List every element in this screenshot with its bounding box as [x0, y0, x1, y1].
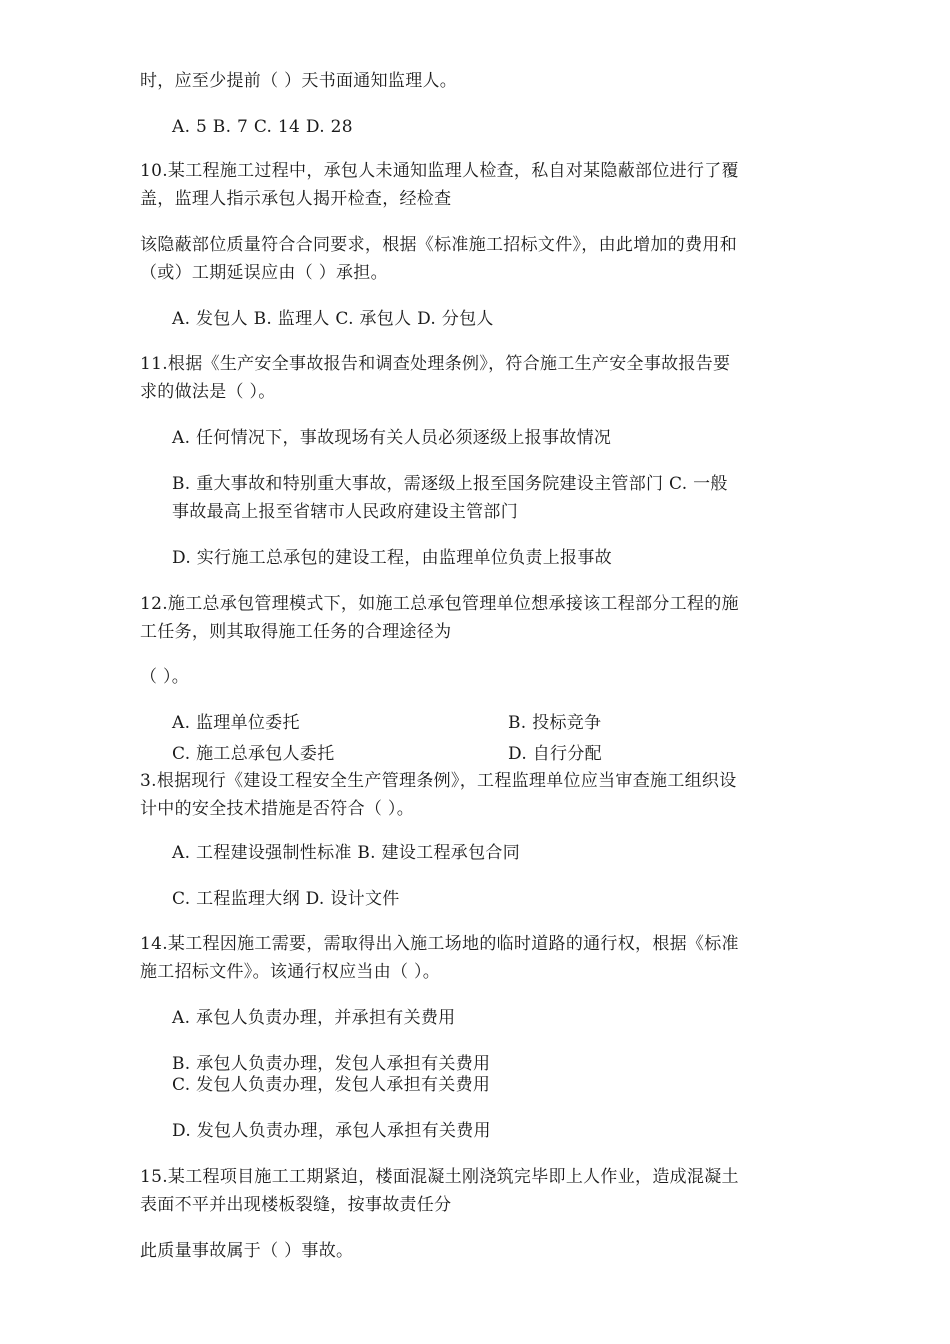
question-12-stem-line3: （ ）。 — [140, 667, 190, 687]
question-12-option-c: C. 施工总承包人委托 — [172, 744, 335, 764]
question-15-stem: 15.某工程项目施工工期紧迫，楼面混凝土刚浇筑完毕即上人作业，造成混凝土 — [140, 1167, 739, 1187]
question-10-options: A. 发包人 B. 监理人 C. 承包人 D. 分包人 — [172, 309, 494, 329]
question-14-option-d: D. 发包人负责办理，承包人承担有关费用 — [172, 1121, 491, 1141]
question-11-option-a: A. 任何情况下，事故现场有关人员必须逐级上报事故情况 — [172, 428, 612, 448]
question-12-stem: 12.施工总承包管理模式下，如施工总承包管理单位想承接该工程部分工程的施 — [140, 594, 739, 614]
question-10-stem-line4: （或）工期延误应由（ ）承担。 — [140, 263, 388, 283]
question-14-stem-line2: 施工招标文件》。该通行权应当由（ ）。 — [140, 962, 441, 982]
question-11-option-c: 事故最高上报至省辖市人民政府建设主管部门 — [172, 502, 518, 522]
question-13-options-ab: A. 工程建设强制性标准 B. 建设工程承包合同 — [172, 843, 520, 863]
question-12-stem-line2: 工任务，则其取得施工任务的合理途径为 — [140, 622, 452, 642]
question-14-stem: 14.某工程因施工需要，需取得出入施工场地的临时道路的通行权，根据《标准 — [140, 934, 739, 954]
question-10-stem-line2: 盖，监理人指示承包人揭开检查，经检查 — [140, 189, 452, 209]
question-10-stem: 10.某工程施工过程中，承包人未通知监理人检查，私自对某隐蔽部位进行了覆 — [140, 161, 739, 181]
question-9-options: A. 5 B. 7 C. 14 D. 28 — [172, 117, 353, 137]
question-13-stem: 3.根据现行《建设工程安全生产管理条例》，工程监理单位应当审查施工组织设 — [140, 771, 737, 791]
question-13-options-cd: C. 工程监理大纲 D. 设计文件 — [172, 889, 400, 909]
question-10-stem-line3: 该隐蔽部位质量符合合同要求，根据《标准施工招标文件》，由此增加的费用和 — [140, 235, 737, 255]
question-14-option-b: B. 承包人负责办理，发包人承担有关费用 — [172, 1054, 491, 1074]
question-11-stem-line2: 求的做法是（ ）。 — [140, 382, 276, 402]
question-15-stem-line2: 表面不平并出现楼板裂缝，按事故责任分 — [140, 1195, 452, 1215]
question-15-stem-line3: 此质量事故属于（ ）事故。 — [140, 1241, 354, 1261]
question-12-option-a: A. 监理单位委托 — [172, 713, 300, 733]
question-13-stem-line2: 计中的安全技术措施是否符合（ ）。 — [140, 799, 415, 819]
question-11-option-b: B. 重大事故和特别重大事故，需逐级上报至国务院建设主管部门 C. 一般 — [172, 474, 728, 494]
question-11-option-d: D. 实行施工总承包的建设工程，由监理单位负责上报事故 — [172, 548, 612, 568]
question-9-stem-end: 时，应至少提前（ ）天书面通知监理人。 — [140, 71, 458, 91]
question-11-stem: 11.根据《生产安全事故报告和调查处理条例》，符合施工生产安全事故报告要 — [140, 354, 731, 374]
question-14-option-a: A. 承包人负责办理，并承担有关费用 — [172, 1008, 456, 1028]
question-12-option-d: D. 自行分配 — [508, 744, 602, 764]
question-12-option-b: B. 投标竞争 — [508, 713, 602, 733]
question-14-option-c: C. 发包人负责办理，发包人承担有关费用 — [172, 1075, 491, 1095]
